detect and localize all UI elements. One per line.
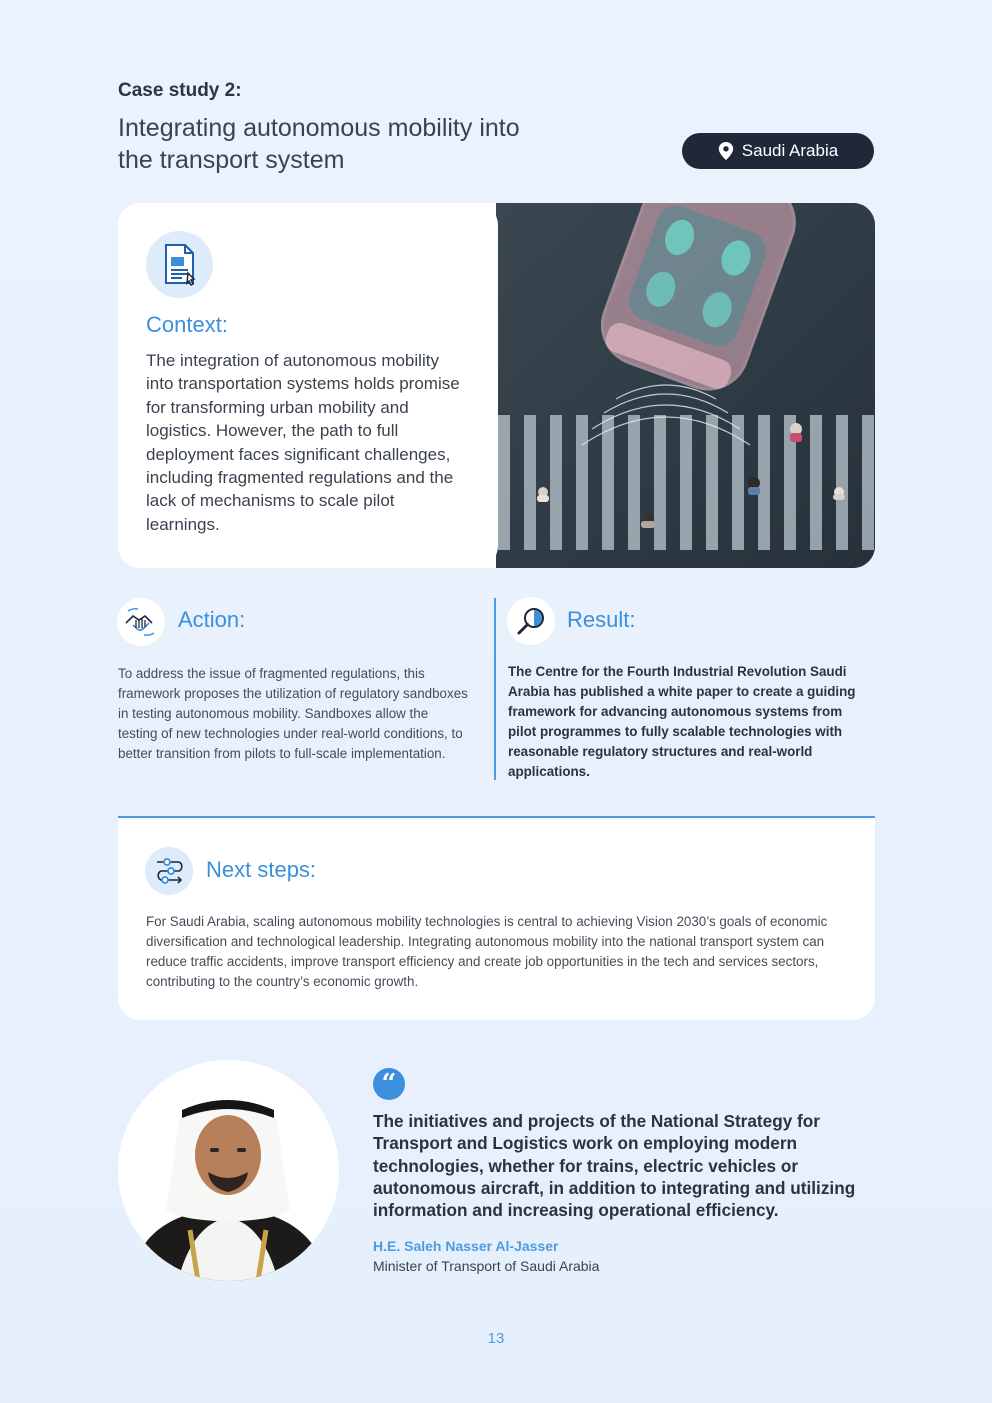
quote-author-name: H.E. Saleh Nasser Al-Jasser [373,1238,559,1254]
location-label: Saudi Arabia [741,141,839,160]
column-divider [494,598,496,780]
context-card [118,203,875,568]
quote-text: The initiatives and projects of the National Strategy for Transport and Logistics work on employing modern technologies, whether for trains, electric vehicles or autonomous aircraft, in addition to integrating and utilizing information and increasing operational efficiency. [373,1111,856,1221]
page-title: Integrating autonomous mobility into the transport system [118,114,520,174]
action-body: To address the issue of fragmented regulations, this framework proposes the utilization of regulatory sandboxes in testing autonomous mobility. Sandboxes allow the testing of new technologies under real-world conditions, to better transition from pilots to full-scale implementation. [118,666,468,761]
handshake-icon [117,598,165,646]
magnifier-icon [507,597,555,645]
page-number: 13 [487,1330,505,1347]
next-steps-heading: Next steps: [206,857,317,882]
result-heading: Result: [567,607,636,632]
context-text-panel [118,203,498,568]
document-icon [146,231,213,298]
next-steps-card [118,816,875,1020]
context-heading: Context: [146,312,228,337]
action-heading: Action: [178,607,246,632]
location-badge [682,133,874,169]
case-study-label: Case study 2: [118,80,242,101]
quote-author-role: Minister of Transport of Saudi Arabia [373,1258,600,1274]
result-body: The Centre for the Fourth Industrial Revolution Saudi Arabia has published a white paper to create a guiding framework for advancing autonomous systems from pilot programmes to fully scalable technologies with reasonable regulatory structures and real-world applications. [508,664,856,779]
autonomous-car-crosswalk-image [496,203,875,568]
quote-icon: “ [373,1068,405,1100]
next-steps-body: For Saudi Arabia, scaling autonomous mobility technologies is central to achieving Vision 2030’s goals of economic diversification and technological leadership. Integrating autonomous mobility into the national transport system can reduce traffic accidents, improve transport efficiency and create job opportunities in the tech and services sectors, contributing to the country’s economic growth. [146,914,828,989]
context-body: The integration of autonomous mobility into transportation systems holds promise for transforming urban mobility and logistics. However, the path to full deployment faces significant challenges, including fragmented regulations and the lack of mechanisms to scale pilot learnings. [146,351,460,534]
map-pin-icon [718,142,734,160]
process-flow-icon [145,847,193,895]
minister-portrait [118,1060,339,1281]
